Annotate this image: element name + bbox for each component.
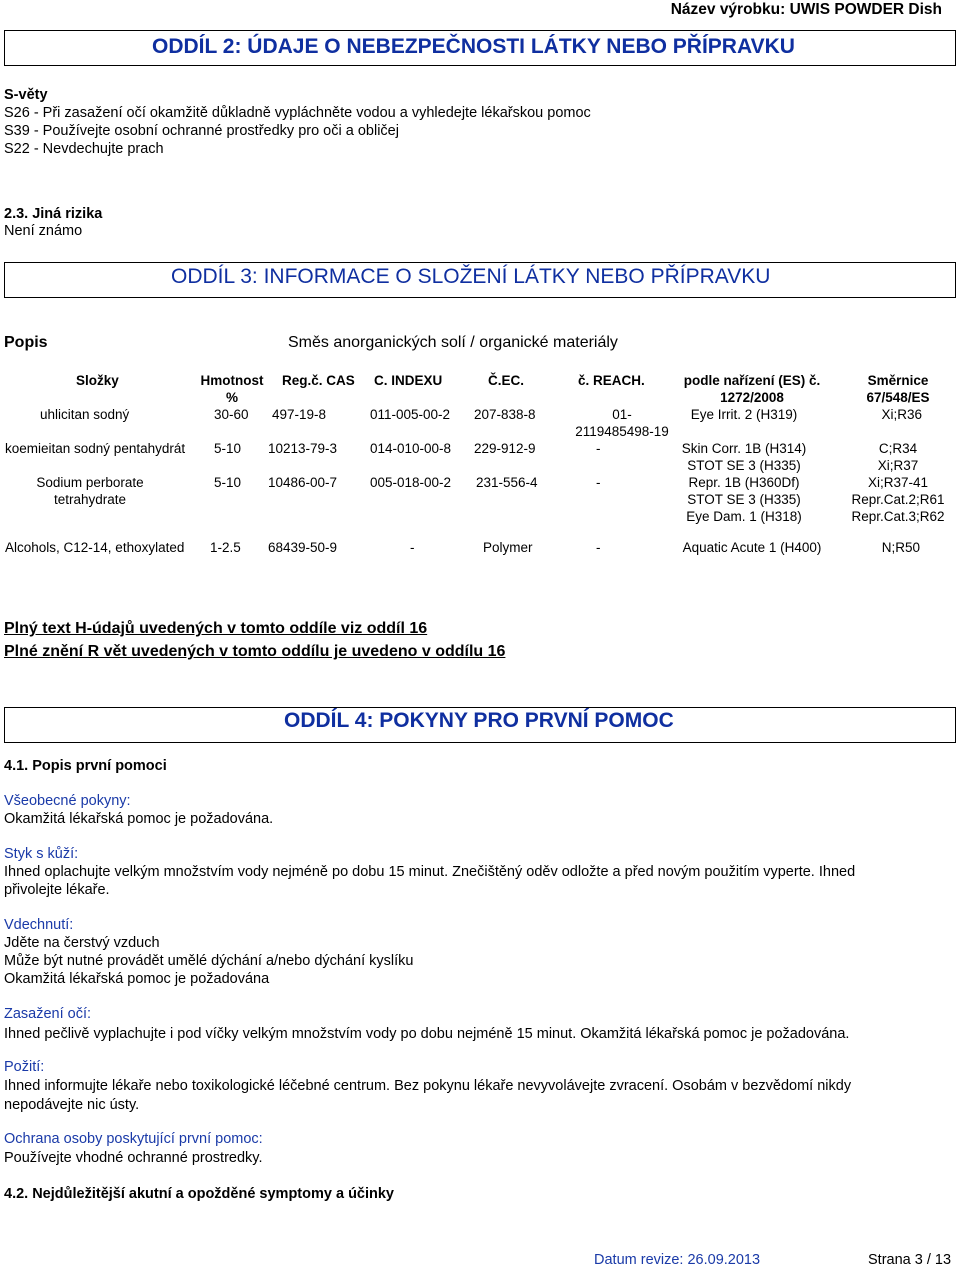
table-cell: 005-018-00-2 [370, 475, 452, 490]
general-advice-text: Okamžitá lékařská pomoc je požadována. [4, 811, 274, 827]
column-header: Hmotnost % [200, 373, 264, 405]
column-header: Č.EC. [488, 373, 525, 388]
page-number: Strana 3 / 13 [868, 1252, 952, 1268]
table-cell: 5-10 [214, 441, 242, 456]
table-cell: 011-005-00-2 [370, 407, 451, 422]
description-text: Směs anorganických solí / organické materiály [288, 334, 618, 351]
table-cell: 30-60 [214, 407, 249, 422]
table-cell: C;R34 Xi;R37 [877, 441, 919, 473]
table-cell: 014-010-00-8 [370, 441, 452, 456]
table-cell: 229-912-9 [474, 441, 536, 456]
table-cell: Polymer [483, 540, 533, 555]
section-3-title: ODDÍL 3: INFORMACE O SLOŽENÍ LÁTKY NEBO PŘÍPRAVKU [171, 265, 771, 288]
h-statements-note: Plný text H-údajů uvedených v tomto oddíle viz oddíl 16 [4, 620, 428, 637]
composition-table [0, 370, 960, 575]
other-hazards-heading: 2.3. Jiná rizika [4, 206, 103, 222]
section-2-title: ODDÍL 2: ÚDAJE O NEBEZPEČNOSTI LÁTKY NEBO PŘÍPRAVKU [152, 35, 795, 58]
other-hazards-text: Není známo [4, 223, 83, 239]
ingestion-text: nepodávejte nic ústy. [4, 1097, 140, 1113]
column-header: č. REACH. [578, 373, 645, 388]
table-cell: Eye Irrit. 2 (H319) [690, 407, 798, 422]
section-4-title: ODDÍL 4: POKYNY PRO PRVNÍ POMOC [284, 709, 674, 732]
table-cell: - [596, 441, 601, 456]
table-cell: Repr. 1B (H360Df) STOT SE 3 (H335) Eye Dam. 1 (H318) [686, 475, 802, 524]
inhalation-text: Jděte na čerstvý vzduch [4, 935, 160, 951]
general-advice-label: Všeobecné pokyny: [4, 793, 131, 809]
symptoms-heading: 4.2. Nejdůležitější akutní a opožděné symptomy a účinky [4, 1186, 394, 1202]
table-cell: - [596, 540, 601, 555]
first-aider-protection-label: Ochrana osoby poskytující první pomoc: [4, 1131, 263, 1147]
table-cell: Skin Corr. 1B (H314) STOT SE 3 (H335) [681, 441, 807, 473]
table-cell: - [596, 475, 601, 490]
table-cell: 1-2.5 [210, 540, 241, 555]
column-header: C. INDEXU [374, 373, 443, 388]
revision-date: Datum revize: 26.09.2013 [594, 1252, 761, 1268]
first-aider-protection-text: Používejte vhodné ochranné prostredky. [4, 1150, 263, 1166]
first-aid-heading: 4.1. Popis první pomoci [4, 758, 167, 774]
skin-contact-text: přivolejte lékaře. [4, 882, 110, 898]
column-header: Směrnice 67/548/ES [866, 373, 930, 405]
table-cell: 5-10 [214, 475, 242, 490]
s-phrases-label: S-věty [4, 87, 48, 103]
table-cell: 207-838-8 [474, 407, 536, 422]
table-cell: 01- 2119485498-19 [575, 407, 669, 439]
table-cell: Aquatic Acute 1 (H400) [682, 540, 822, 555]
table-cell: Xi;R36 [881, 407, 922, 422]
inhalation-label: Vdechnutí: [4, 917, 74, 933]
column-header: Složky [76, 373, 119, 388]
eye-contact-label: Zasažení očí: [4, 1006, 92, 1022]
table-cell: 10486-00-7 [268, 475, 338, 490]
ingestion-text: Ihned informujte lékaře nebo toxikologické léčebné centrum. Bez pokynu lékaře nevyvolávejte zvracení. Osobám v bezvědomí nikdy [4, 1078, 852, 1094]
table-cell: 68439-50-9 [268, 540, 338, 555]
table-cell: 231-556-4 [476, 475, 538, 490]
skin-contact-text: Ihned oplachujte velkým množstvím vody nejméně po dobu 15 minut. Znečištěný oděv odložte a před novým použitím vyperte. Ihned [4, 864, 856, 880]
table-cell: 497-19-8 [272, 407, 327, 422]
s-phrase-line: S26 - Při zasažení očí okamžitě důkladně vypláchněte vodou a vyhledejte lékařskou pomoc [4, 105, 591, 121]
ingestion-label: Požití: [4, 1059, 45, 1075]
s-phrase-line: S39 - Používejte osobní ochranné prostředky pro oči a obličej [4, 123, 399, 139]
s-phrase-line: S22 - Nevdechujte prach [4, 141, 164, 157]
table-cell: koemieitan sodný pentahydrát [5, 441, 186, 456]
description-label: Popis [4, 334, 48, 351]
table-cell: N;R50 [881, 540, 920, 555]
table-cell: Alcohols, C12-14, ethoxylated [5, 540, 185, 555]
column-header: podle nařízení (ES) č. 1272/2008 [683, 373, 821, 405]
table-cell: 10213-79-3 [268, 441, 338, 456]
inhalation-text: Může být nutné provádět umělé dýchání a/nebo dýchání kyslíku [4, 953, 414, 969]
eye-contact-text: Ihned pečlivě vyplachujte i pod víčky velkým množstvím vody po dobu nejméně 15 minut. Okamžitá lékařská pomoc je požadována. [4, 1026, 850, 1042]
skin-contact-label: Styk s kůží: [4, 846, 79, 862]
table-cell: Xi;R37-41 Repr.Cat.2;R61 Repr.Cat.3;R62 [851, 475, 945, 524]
table-cell: - [410, 540, 415, 555]
inhalation-text: Okamžitá lékařská pomoc je požadována [4, 971, 270, 987]
r-phrases-note: Plné znění R vět uvedených v tomto oddílu je uvedeno v oddílu 16 [4, 643, 506, 660]
product-name: Název výrobku: UWIS POWDER Dish [670, 1, 942, 18]
column-header: Reg.č. CAS [282, 373, 355, 388]
table-cell: Sodium perborate tetrahydrate [36, 475, 144, 507]
table-cell: uhlicitan sodný [40, 407, 130, 422]
